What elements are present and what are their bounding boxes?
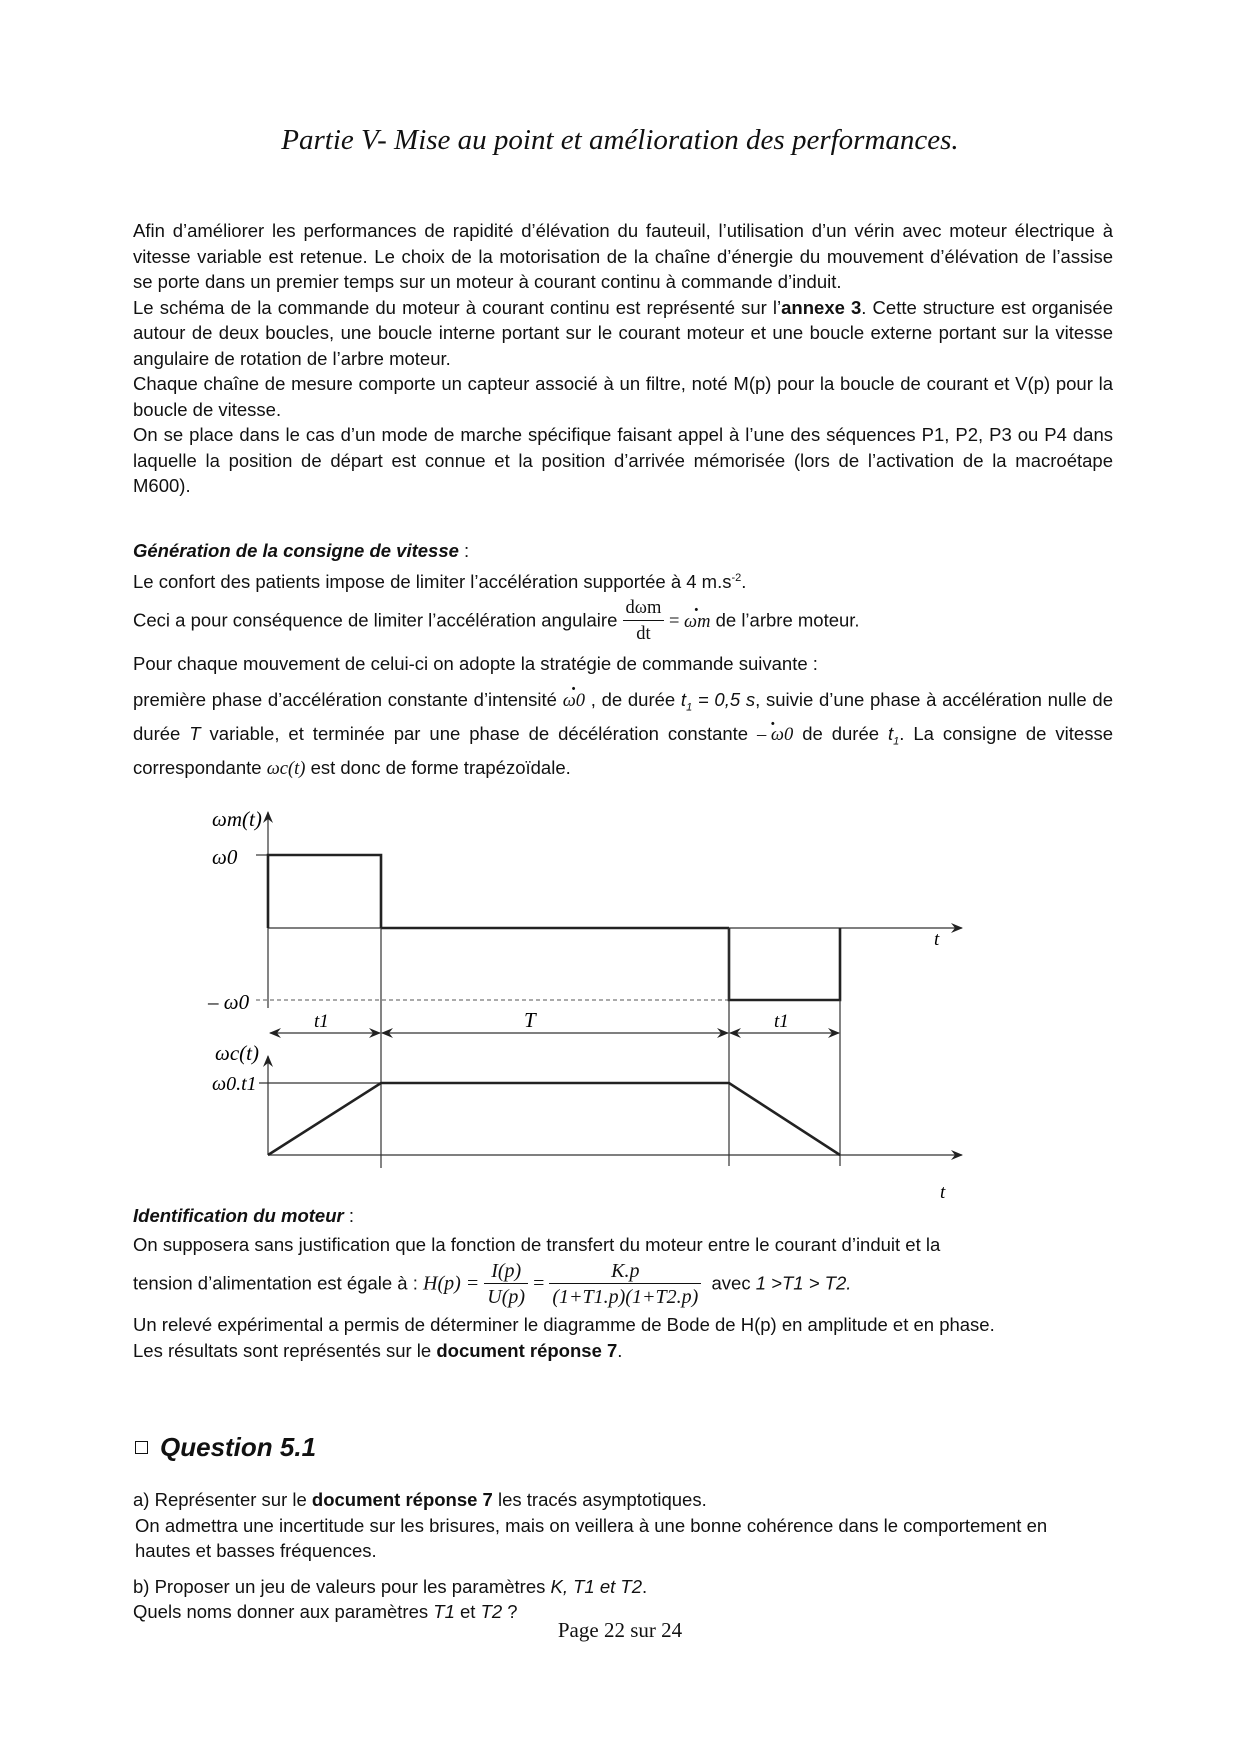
fraction-numerator: dωm — [623, 596, 665, 621]
time-axis-label-top: t — [934, 929, 940, 950]
qb2-text: Quels noms donner aux paramètres — [133, 1601, 434, 1622]
T2-symbol: T2 — [480, 1601, 503, 1622]
question-b-line-1 — [133, 1574, 1113, 1600]
neg-omega0-level-label: – ω0 — [208, 990, 250, 1014]
top-axis-label: ωm(t) — [212, 807, 262, 831]
intro-paragraph-1: Afin d’améliorer les performances de rapidité d’élévation du fauteuil, l’utilisation d’un vérin avec moteur électrique à vitesse variable est retenue. Le choix de la motorisation de la chaîne d’énergie du mouvement d’élévation de l’assise se porte dans un premier temps sur un moteur à courant continu à commande d’induit. — [133, 220, 1113, 292]
avec-text: avec — [711, 1272, 756, 1294]
question-a-line-1 — [133, 1487, 1113, 1513]
exponent: -2 — [731, 571, 742, 584]
heading-suffix: : — [458, 540, 470, 561]
generation-heading: Génération de la consigne de vitesse — [133, 540, 459, 561]
acceleration-segment-acceleration — [268, 855, 381, 928]
question-body — [133, 1487, 1113, 1625]
current-voltage-fraction — [484, 1259, 528, 1310]
identification-section — [133, 1203, 1113, 1363]
T1-symbol: T1 — [433, 1601, 455, 1622]
checkbox-icon — [135, 1441, 148, 1454]
strategy-text: . La consigne de vitesse correspondante — [133, 722, 1113, 779]
fraction-denominator: U(p) — [487, 1286, 526, 1308]
line2-text: Ceci a pour conséquence de limiter l’accélération angulaire — [133, 609, 623, 631]
strategy-text: première phase d’accélération constante d’intensité — [133, 688, 563, 710]
tf-text: tension d’alimentation est égale à : — [133, 1272, 424, 1294]
heading-suffix: : — [343, 1205, 354, 1226]
qa-text-after: les tracés asymptotiques. — [492, 1489, 707, 1510]
equals-sign: = — [664, 611, 685, 632]
intro-p2-text-after: . Cette structure est organisée autour de deux boucles, une boucle interne portant sur le courant moteur et une boucle externe portant sur la vitesse angulaire de rotation de l’arbre moteur. — [133, 296, 1113, 369]
identification-line-3: Un relevé expérimental a permis de déterminer le diagramme de Bode de H(p) en amplitude et en phase. — [133, 1314, 995, 1335]
qa-text: a) Représenter sur le — [133, 1489, 312, 1510]
annexe-reference: annexe 3 — [781, 296, 862, 318]
fraction-denominator: (1+T1.p)(1+T2.p) — [552, 1286, 699, 1308]
t1-letter: t — [887, 722, 894, 744]
omega0-level-label: ω0 — [212, 845, 238, 869]
identification-heading-line — [133, 1203, 1113, 1229]
question-title: Question 5.1 — [160, 1432, 317, 1462]
document-reference: document réponse 7 — [311, 1489, 493, 1510]
identification-line-1: On supposera sans justification que la fonction de transfert du moteur entre le courant d’induit et la — [133, 1233, 941, 1255]
t1-subscript: 1 — [686, 701, 693, 714]
strategy-text: de durée — [802, 722, 888, 744]
line2-text-after: de l’arbre moteur. — [710, 609, 860, 631]
t1-subscript: 1 — [893, 735, 900, 748]
transfer-function-fraction — [549, 1259, 701, 1310]
omega0-symbol: · ω0 — [563, 689, 585, 715]
t1-value: = 0,5 s — [692, 688, 756, 710]
strategy-text: , de durée — [585, 688, 681, 710]
dimension-T: T — [524, 1008, 536, 1032]
et-text: et — [454, 1601, 481, 1622]
qb-end: . — [642, 1575, 648, 1597]
intro-paragraph-4: On se place dans le cas d’un mode de marche spécifique faisant appel à l’une des séquences P1, P2, P3 ou P4 dans laquelle la position de départ est connue et la position d’arrivée mémorisée (lors de l’activation de la macroétape M600). — [133, 424, 1113, 496]
dimension-t1-left: t1 — [314, 1011, 329, 1032]
t1-letter: t — [680, 688, 687, 710]
fraction-numerator: I(p) — [484, 1259, 528, 1284]
omega-dot-symbol: · ωm — [684, 607, 710, 637]
qb-text: b) Proposer un jeu de valeurs pour les paramètres — [133, 1575, 551, 1597]
minus-omega0-symbol: · – ω0 — [757, 723, 793, 749]
parameter-list: K, T1 et T2 — [550, 1575, 643, 1597]
question-heading — [135, 1432, 316, 1463]
line4-end: . — [617, 1339, 623, 1361]
identification-heading: Identification du moteur — [133, 1205, 344, 1226]
identification-line-4 — [133, 1338, 1113, 1364]
equals-sign: = — [528, 1272, 550, 1295]
bottom-axis-label: ωc(t) — [215, 1041, 259, 1065]
line1-text: Le confort des patients impose de limiter l’accélération supportée à 4 m.s — [133, 570, 732, 592]
strategy-text: variable, et terminée par une phase de décélération constante — [200, 722, 758, 744]
fraction-denominator: dt — [636, 624, 651, 645]
omega0-t1-level-label: ω0.t1 — [212, 1073, 257, 1095]
parameter-condition: 1 >T1 > T2. — [755, 1272, 852, 1294]
time-axis-label-bottom: t — [940, 1182, 946, 1203]
line1-end: . — [741, 570, 747, 592]
T-symbol: T — [189, 722, 201, 744]
dimension-t1-right: t1 — [774, 1011, 789, 1032]
line4-text: Les résultats sont représentés sur le — [133, 1339, 437, 1361]
strategy-text: est donc de forme trapézoïdale. — [305, 757, 571, 779]
velocity-trapezoid — [268, 1083, 840, 1155]
fraction-numerator: K.p — [549, 1259, 701, 1284]
page-number: Page 22 sur 24 — [557, 1618, 683, 1642]
acceleration-segment-deceleration — [729, 928, 840, 1000]
question-a-line-2: On admettra une incertitude sur les brisures, mais on veillera à une bonne cohérence dans le comportement en hautes et basses fréquences. — [135, 1514, 1048, 1561]
omega-c-symbol: ωc(t) — [266, 759, 306, 780]
document-reference: document réponse 7 — [436, 1339, 618, 1361]
strategy-text: , suivie d’une phase à — [755, 688, 937, 710]
intro-p2-text: Le schéma de la commande du moteur à courant continu est représenté sur l’ — [133, 296, 782, 318]
intro-paragraph-3: Chaque chaîne de mesure comporte un capteur associé à un filtre, noté M(p) pour la boucle de courant et V(p) pour la boucle de vitesse. — [133, 373, 1113, 420]
page-title: Partie V- Mise au point et amélioration des performances. — [281, 124, 959, 156]
question-mark: ? — [502, 1601, 518, 1622]
transfer-function-line — [133, 1259, 1113, 1310]
strategy-text: accélération nulle de durée — [133, 688, 1113, 744]
generation-line-3: Pour chaque mouvement de celui-ci on adopte la stratégie de commande suivante : — [133, 653, 818, 675]
H-of-p: H(p) = — [423, 1272, 485, 1295]
